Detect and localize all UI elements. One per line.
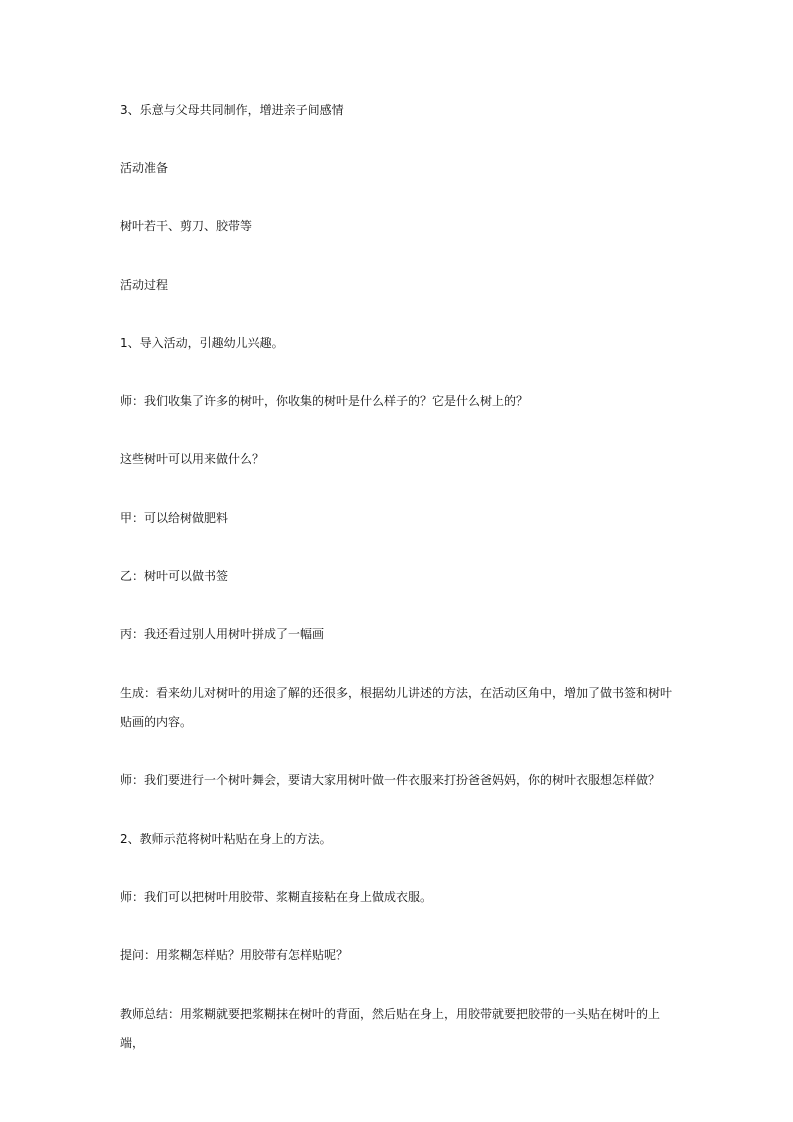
leaf-dance-paragraph: 师：我们要进行一个树叶舞会，要请大家用树叶做一件衣服来打扮爸爸妈妈，你的树叶衣服想怎样做？ <box>120 773 661 787</box>
teacher-method-paragraph: 师：我们可以把树叶用胶带、浆糊直接粘在身上做成衣服。 <box>120 890 433 904</box>
answer-c-paragraph: 丙：我还看过别人用树叶拼成了一幅画 <box>120 627 325 641</box>
materials-paragraph: 树叶若干、剪刀、胶带等 <box>120 219 253 233</box>
teacher-summary-paragraph: 教师总结：用浆糊就要把浆糊抹在树叶的背面，然后贴在身上，用胶带就要把胶带的一头贴在树叶的上端， <box>120 1007 661 1050</box>
process-heading: 活动过程 <box>120 278 169 292</box>
generation-paragraph: 生成：看来幼儿对树叶的用途了解的还很多，根据幼儿讲述的方法，在活动区角中，增加了做书签和树叶贴画的内容。 <box>120 686 673 729</box>
teacher-question-paragraph: 师：我们收集了许多的树叶，你收集的树叶是什么样子的？它是什么树上的？ <box>120 394 529 408</box>
step-1-paragraph: 1、导入活动，引趣幼儿兴趣。 <box>120 336 284 350</box>
answer-a-paragraph: 甲：可以给树做肥料 <box>120 511 229 525</box>
step-2-paragraph: 2、教师示范将树叶粘贴在身上的方法。 <box>120 832 332 846</box>
goal-3-paragraph: 3、乐意与父母共同制作，增进亲子间感情 <box>120 103 344 117</box>
question-paragraph: 提问：用浆糊怎样贴？用胶带有怎样贴呢？ <box>120 948 349 962</box>
answer-b-paragraph: 乙：树叶可以做书签 <box>120 569 229 583</box>
preparation-heading: 活动准备 <box>120 161 169 175</box>
leaf-use-question-paragraph: 这些树叶可以用来做什么？ <box>120 452 265 466</box>
